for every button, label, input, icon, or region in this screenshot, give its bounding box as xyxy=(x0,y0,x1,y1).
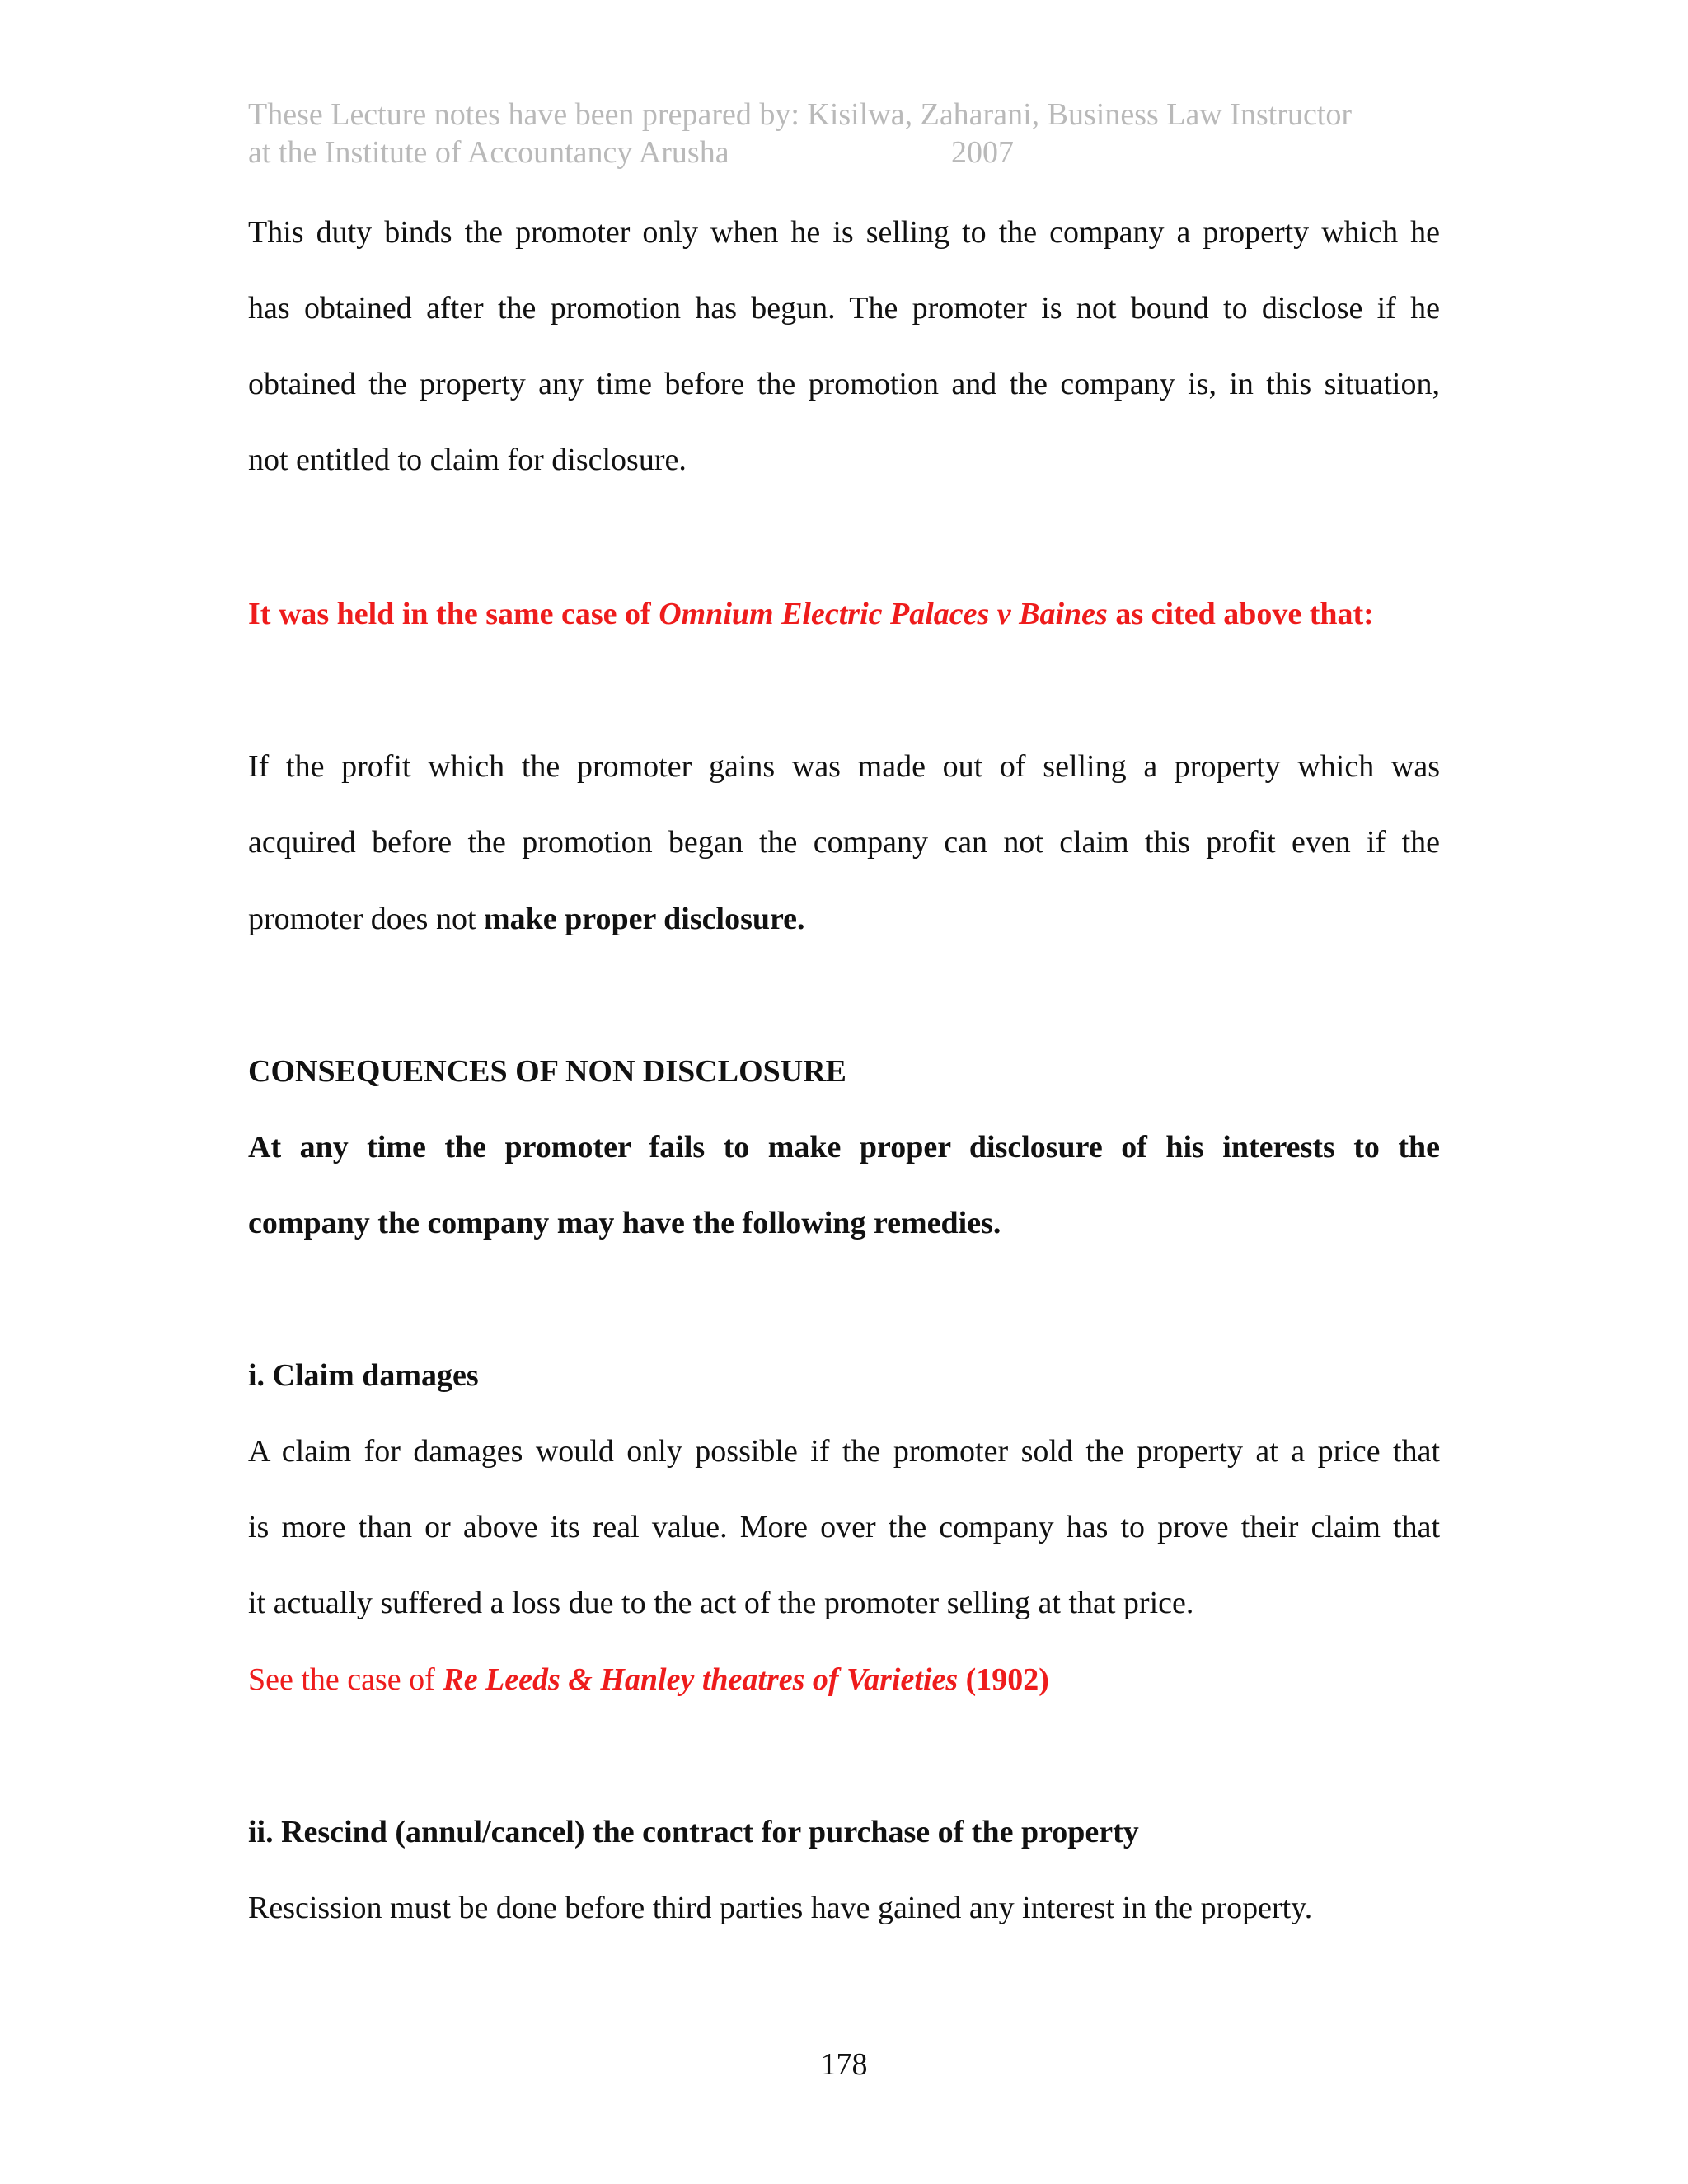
remedy1-see-case xyxy=(248,1661,1440,1699)
held-suffix: as cited above that: xyxy=(1107,597,1374,631)
para2-line-1: If the profit which the promoter gains was made out of selling a property which was xyxy=(248,749,1440,784)
para1-line-1: This duty binds the promoter only when he is selling to the company a property which he xyxy=(248,215,1440,250)
para1-line-4: not entitled to claim for disclosure. xyxy=(248,443,687,477)
para2-normal: promoter does not xyxy=(248,902,485,936)
remedy2-heading: ii. Rescind (annul/cancel) the contract for purchase of the property xyxy=(248,1815,1139,1849)
remedy1-line-2: is more than or above its real value. More over the company has to prove their claim that xyxy=(248,1510,1440,1544)
see-case-year: (1902) xyxy=(958,1662,1049,1697)
para2-line-3 xyxy=(248,900,1440,938)
remedy1-heading: i. Claim damages xyxy=(248,1358,479,1393)
para1-line-3: obtained the property any time before the promotion and the company is, in this situation, xyxy=(248,367,1440,401)
held-case-name: Omnium Electric Palaces v Baines xyxy=(659,597,1108,631)
consequences-heading: CONSEQUENCES OF NON DISCLOSURE xyxy=(248,1054,847,1089)
consequences-intro-line-2: company the company may have the following remedies. xyxy=(248,1206,1001,1240)
see-case-name: Re Leeds & Hanley theatres of Varieties xyxy=(443,1662,959,1697)
header-institute: at the Institute of Accountancy Arusha xyxy=(248,135,729,170)
held-case-line xyxy=(248,595,1440,633)
remedy2-body: Rescission must be done before third parties have gained any interest in the property. xyxy=(248,1891,1313,1925)
see-prefix: See the case of xyxy=(248,1662,443,1697)
remedy1-line-3: it actually suffered a loss due to the act of the promoter selling at that price. xyxy=(248,1586,1194,1620)
remedy1-line-1: A claim for damages would only possible if the promoter sold the property at a price that xyxy=(248,1434,1440,1469)
para1-line-2: has obtained after the promotion has begun. The promoter is not bound to disclose if he xyxy=(248,291,1440,326)
para2-line-2: acquired before the promotion began the company can not claim this profit even if the xyxy=(248,825,1440,860)
header-year: 2007 xyxy=(951,135,1014,170)
header-line-1: These Lecture notes have been prepared by: Kisilwa, Zaharani, Business Law Instructor xyxy=(248,97,1353,132)
page-header xyxy=(248,96,1443,171)
page-number: 178 xyxy=(820,2047,868,2082)
consequences-intro-line-1: At any time the promoter fails to make proper disclosure of his interests to the xyxy=(248,1130,1440,1165)
header-line-2 xyxy=(248,134,1443,171)
para2-bold: make proper disclosure. xyxy=(484,902,805,936)
held-prefix: It was held in the same case of xyxy=(248,597,659,631)
